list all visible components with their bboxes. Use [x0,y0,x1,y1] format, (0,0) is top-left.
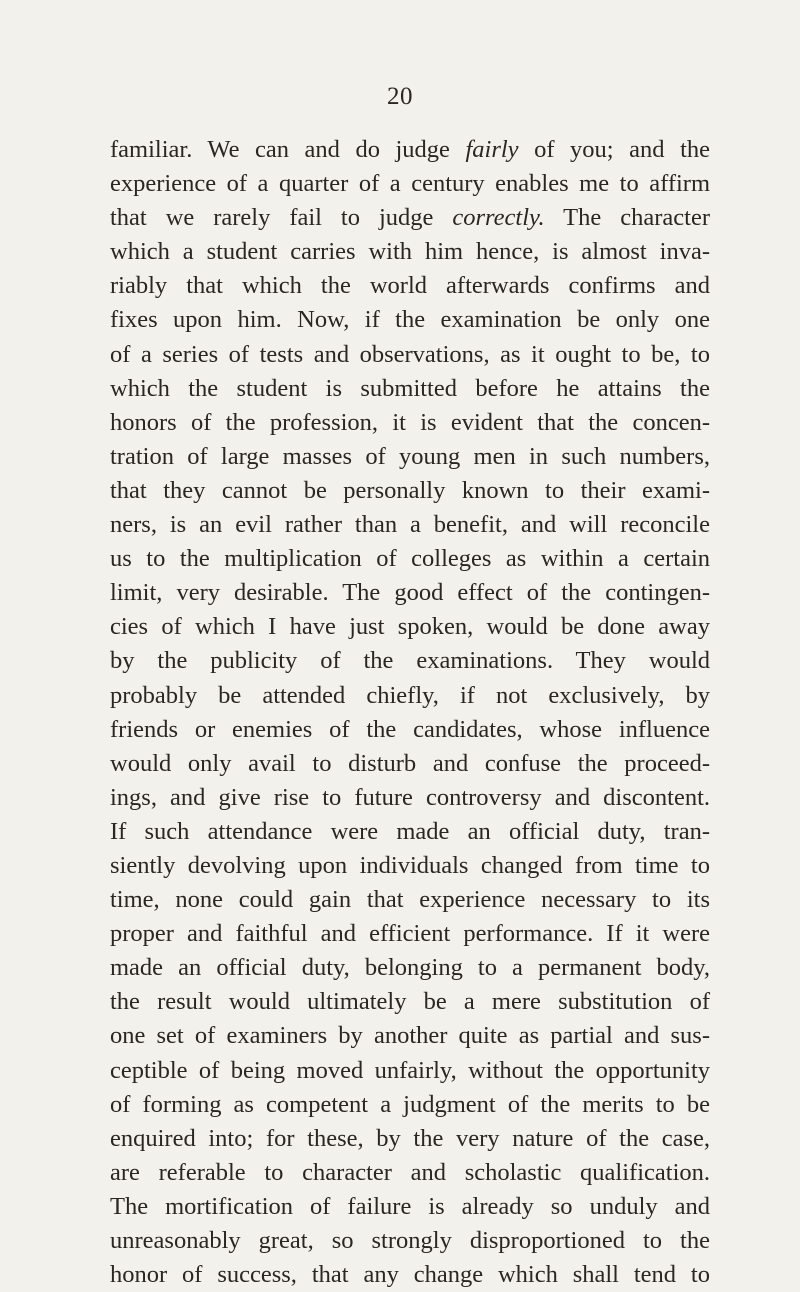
text-line [110,1258,710,1292]
text-line [110,747,710,781]
text-line [110,440,710,474]
text-line [110,201,710,235]
text-line [110,917,710,951]
italic-text: correctly. [452,204,545,232]
text-line [110,303,710,337]
text-run: which a student carries with him hence, is almost inva- [110,238,710,266]
text-run: that they cannot be personally known to their exami- [110,476,710,504]
text-run: tration of large masses of young men in such numbers, [110,442,710,470]
text-line [110,269,710,303]
text-run: The character [544,204,710,232]
text-run: by the publicity of the examinations. They would [110,647,710,675]
text-line [110,338,710,372]
text-line [110,372,710,406]
text-run: would only avail to disturb and confuse the proceed- [110,749,710,777]
text-line [110,1122,710,1156]
text-line [110,542,710,576]
text-run: one set of examiners by another quite as partial and sus- [110,1022,710,1050]
text-run: friends or enemies of the candidates, whose influence [110,715,710,743]
text-run: that we rarely fail to judge [110,204,453,232]
text-run: us to the multiplication of colleges as within a certain [110,545,710,573]
text-line [110,474,710,508]
text-run: of a series of tests and observations, as it ought to be, to [110,340,710,368]
text-line [110,235,710,269]
text-line [110,713,710,747]
text-line [110,1190,710,1224]
text-run: time, none could gain that experience necessary to its [110,886,710,914]
text-run: The mortification of failure is already so unduly and [110,1192,710,1220]
text-line [110,951,710,985]
text-line [110,576,710,610]
page-number: 20 [387,83,413,110]
text-line [110,1019,710,1053]
text-line [110,167,710,201]
text-line [110,406,710,440]
text-run: of you; and the [518,136,710,163]
text-run: enquired into; for these, by the very nature of the case, [110,1124,710,1152]
text-run: honors of the profession, it is evident that the concen- [110,408,710,436]
text-run: the result would ultimately be a mere substitution of [110,988,710,1016]
text-run: made an official duty, belonging to a permanent body, [110,954,710,982]
text-line [110,610,710,644]
text-run: probably be attended chiefly, if not exclusively, by [110,681,710,709]
text-line [110,815,710,849]
text-run: honor of success, that any change which shall tend to [110,1261,710,1289]
italic-text: fairly [465,136,519,163]
text-run: ners, is an evil rather than a benefit, and will reconcile [110,511,710,539]
text-line [110,1224,710,1258]
text-line [110,883,710,917]
text-line [110,508,710,542]
text-run: limit, very desirable. The good effect of the contingen- [110,579,710,607]
text-run: siently devolving upon individuals changed from time to [110,851,710,879]
text-run: fixes upon him. Now, if the examination be only one [110,306,710,334]
text-line [110,679,710,713]
text-run: which the student is submitted before he attains the [110,374,710,402]
text-line [110,133,710,167]
text-run: riably that which the world afterwards confirms and [110,272,710,300]
text-run: of forming as competent a judgment of the merits to be [110,1090,710,1118]
text-run: proper and faithful and efficient performance. If it were [110,920,710,948]
text-line [110,985,710,1019]
text-line [110,1088,710,1122]
body-text [110,133,710,1292]
text-line [110,644,710,678]
text-line [110,849,710,883]
text-run: experience of a quarter of a century enables me to affirm [110,170,710,198]
text-run: cies of which I have just spoken, would be done away [110,613,710,641]
text-line [110,781,710,815]
text-run: unreasonably great, so strongly disproportioned to the [110,1227,710,1254]
text-run: ings, and give rise to future controversy and discontent. [110,783,710,811]
text-line [110,1156,710,1190]
text-run: ceptible of being moved unfairly, without the opportunity [110,1056,710,1084]
text-line [110,1054,710,1088]
text-run: familiar. We can and do judge [110,136,466,163]
text-run: If such attendance were made an official duty, tran- [110,817,710,845]
text-run: are referable to character and scholastic qualification. [110,1158,710,1186]
